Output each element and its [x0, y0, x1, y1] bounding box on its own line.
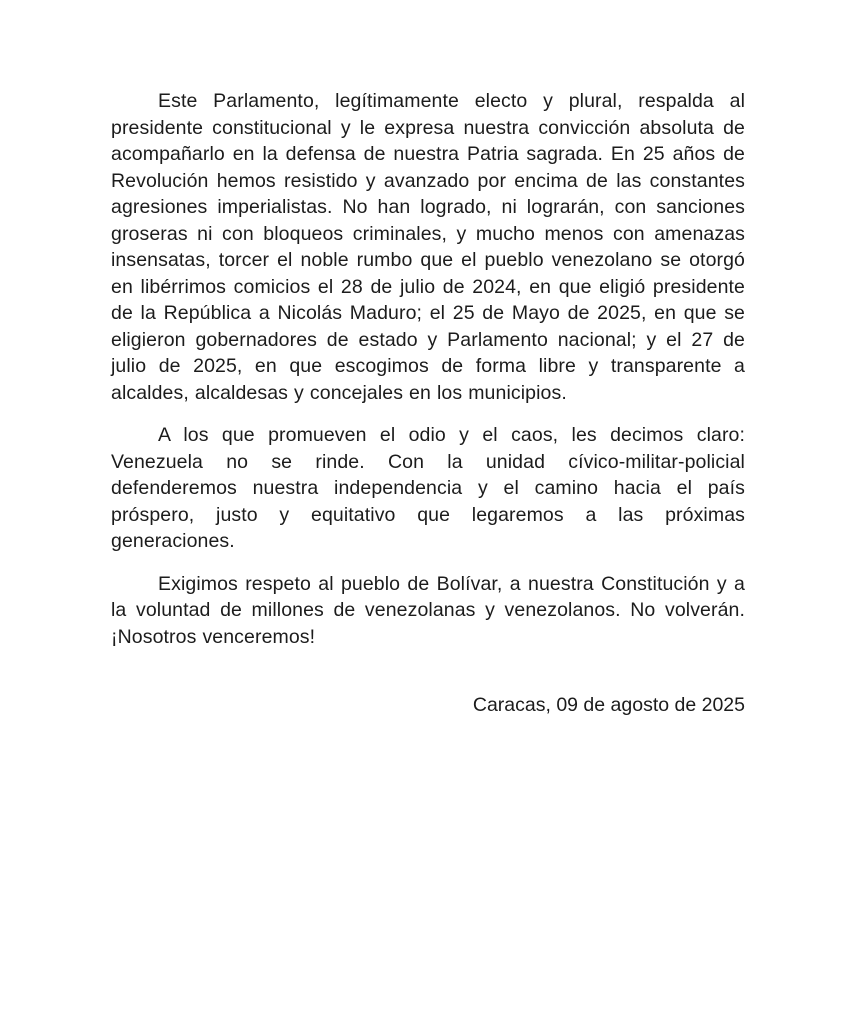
paragraph-2: A los que promueven el odio y el caos, les decimos claro: Venezuela no se rinde. Con la unidad cívico-militar-policial defenderemos nuestra independencia y el camino hacia el país próspero, justo y equitativo que legaremos a las próximas generaciones.: [111, 424, 745, 552]
dateline: Caracas, 09 de agosto de 2025: [472, 694, 745, 716]
paragraph-1: Este Parlamento, legítimamente electo y plural, respalda al presidente constitucional y le expresa nuestra convicción absoluta de acompañarlo en la defensa de nuestra Patria sagrada. En 25 años de Revolución hemos resistido y avanzado por encima de las constantes agresiones imperialistas. No han logrado, ni lograrán, con sanciones groseras ni con bloqueos criminales, y mucho menos con amenazas insensatas, torcer el noble rumbo que el pueblo venezolano se otorgó en libérrimos comicios el 28 de julio de 2024, en que eligió presidente de la República a Nicolás Maduro; el 25 de Mayo de 2025, en que se eligieron gobernadores de estado y Parlamento nacional; y el 27 de julio de 2025, en que escogimos de forma libre y transparente a alcaldes, alcaldesas y concejales en los municipios.: [111, 90, 745, 404]
paragraph-3: Exigimos respeto al pueblo de Bolívar, a nuestra Constitución y a la voluntad de millones de venezolanas y venezolanos. No volverán. ¡Nosotros venceremos!: [111, 572, 745, 648]
